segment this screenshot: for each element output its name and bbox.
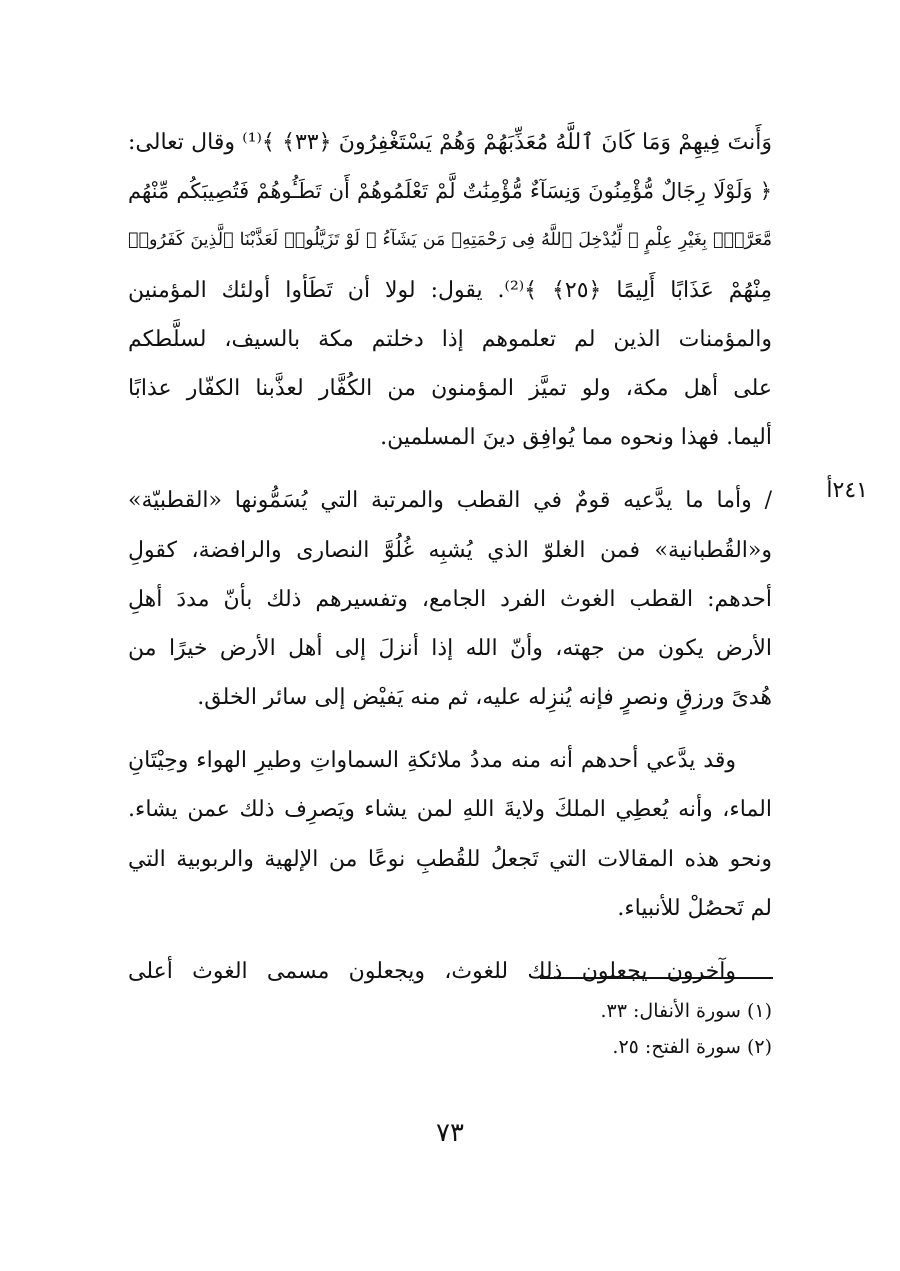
text-line: الأرض يكون من جهته، وأنّ الله إذا أنزلَ إلى أهل الأرض خيرًا من: [128, 635, 772, 661]
main-text: [128, 118, 772, 1010]
text-line: / وأما ما يدَّعيه قومٌ في القطب والمرتبة التي يُسَمُّونها «القطبيّة»: [128, 488, 772, 514]
manuscript-folio-note: ٢٤١أ: [826, 478, 868, 503]
paragraph-qutb-claim: [128, 476, 772, 722]
text-line: مِنْهُمْ عَذَابًا أَلِيمًا ﴿٢٥﴾ ﴾⁽²⁾. يقول: لولا أن تَطَأوا أولئك المؤمنين: [128, 277, 772, 303]
text-line: هُدىً ورزقٍ ونصرٍ فإنه يُنزِله عليه، ثم منه يَفيْض إلى سائر الخلق.: [197, 685, 772, 711]
text-line: لم تَحصُلْ للأنبياء.: [617, 895, 772, 921]
text-line: وقد يدَّعي أحدهم أنه منه مددُ ملائكةِ السماواتِ وطيرِ الهواء وحِيْتَانِ: [128, 748, 736, 774]
text-line: الماء، وأنه يُعطِي الملكَ ولايةَ اللهِ لمن يشاء ويَصرِف ذلك عمن يشاء.: [128, 797, 772, 823]
footnote-item: (١) سورة الأنفال: ٣٣.: [600, 1000, 772, 1022]
text-line: ونحو هذه المقالات التي تَجعلُ للقُطبِ نوعًا من الإلهية والربوبية التي: [128, 846, 772, 872]
footnote-divider: [540, 977, 773, 979]
text-line: وآخرون يجعلون ذلك للغوث، ويجعلون مسمى الغوث أعلى: [128, 959, 736, 984]
text-line: مَّعَرَّةٌۢ بِغَيْرِ عِلْمٍ ۖ لِّيُدْخِلَ ٱللَّهُ فِى رَحْمَتِهِۦ مَن يَشَآءُ ۚ لَوْ تَزَيَّلُوا۟ لَعَذَّبْنَا ٱلَّذِينَ كَفَرُوا۟: [128, 230, 772, 251]
page-number: ٧٣: [436, 1118, 464, 1148]
text-line: وَأَنتَ فِيهِمْ وَمَا كَانَ ٱللَّهُ مُعَذِّبَهُمْ وَهُمْ يَسْتَغْفِرُونَ ﴿٣٣﴾ ﴾⁽¹⁾ وقال تعالى:: [128, 130, 773, 155]
paragraph-quran-verses: [128, 118, 772, 462]
text-line: أليما. فهذا ونحوه مما يُوافِق دينَ المسلمين.: [380, 425, 772, 451]
footnotes: [600, 993, 772, 1065]
paragraph-angels-claim: [128, 736, 772, 933]
text-line: أحدهم: القطب الغوث الفرد الجامع، وتفسيرهم ذلك بأنّ مددَ أهلِ: [128, 586, 772, 612]
paragraph-ghawth: [128, 947, 772, 996]
text-line: على أهل مكة، ولو تميَّز المؤمنون من الكُفَّار لعذَّبنا الكفّار عذابًا: [128, 375, 772, 401]
text-line: ﴿ وَلَوْلَا رِجَالٌ مُّؤْمِنُونَ وَنِسَآءٌ مُّؤْمِنَٰتٌ لَّمْ تَعْلَمُوهُمْ أَن تَطَـُٔوهُمْ فَتُصِيبَكُم مِّنْهُم: [128, 179, 772, 204]
text-line: والمؤمنات الذين لم تعلموهم إذا دخلتم مكة بالسيف، لسلَّطكم: [128, 326, 772, 352]
footnote-item: (٢) سورة الفتح: ٢٥.: [612, 1036, 772, 1058]
text-line: و«القُطبانية» فمن الغلوّ الذي يُشبِه غُلُوَّ النصارى والرافضة، كقولِ: [128, 537, 772, 563]
